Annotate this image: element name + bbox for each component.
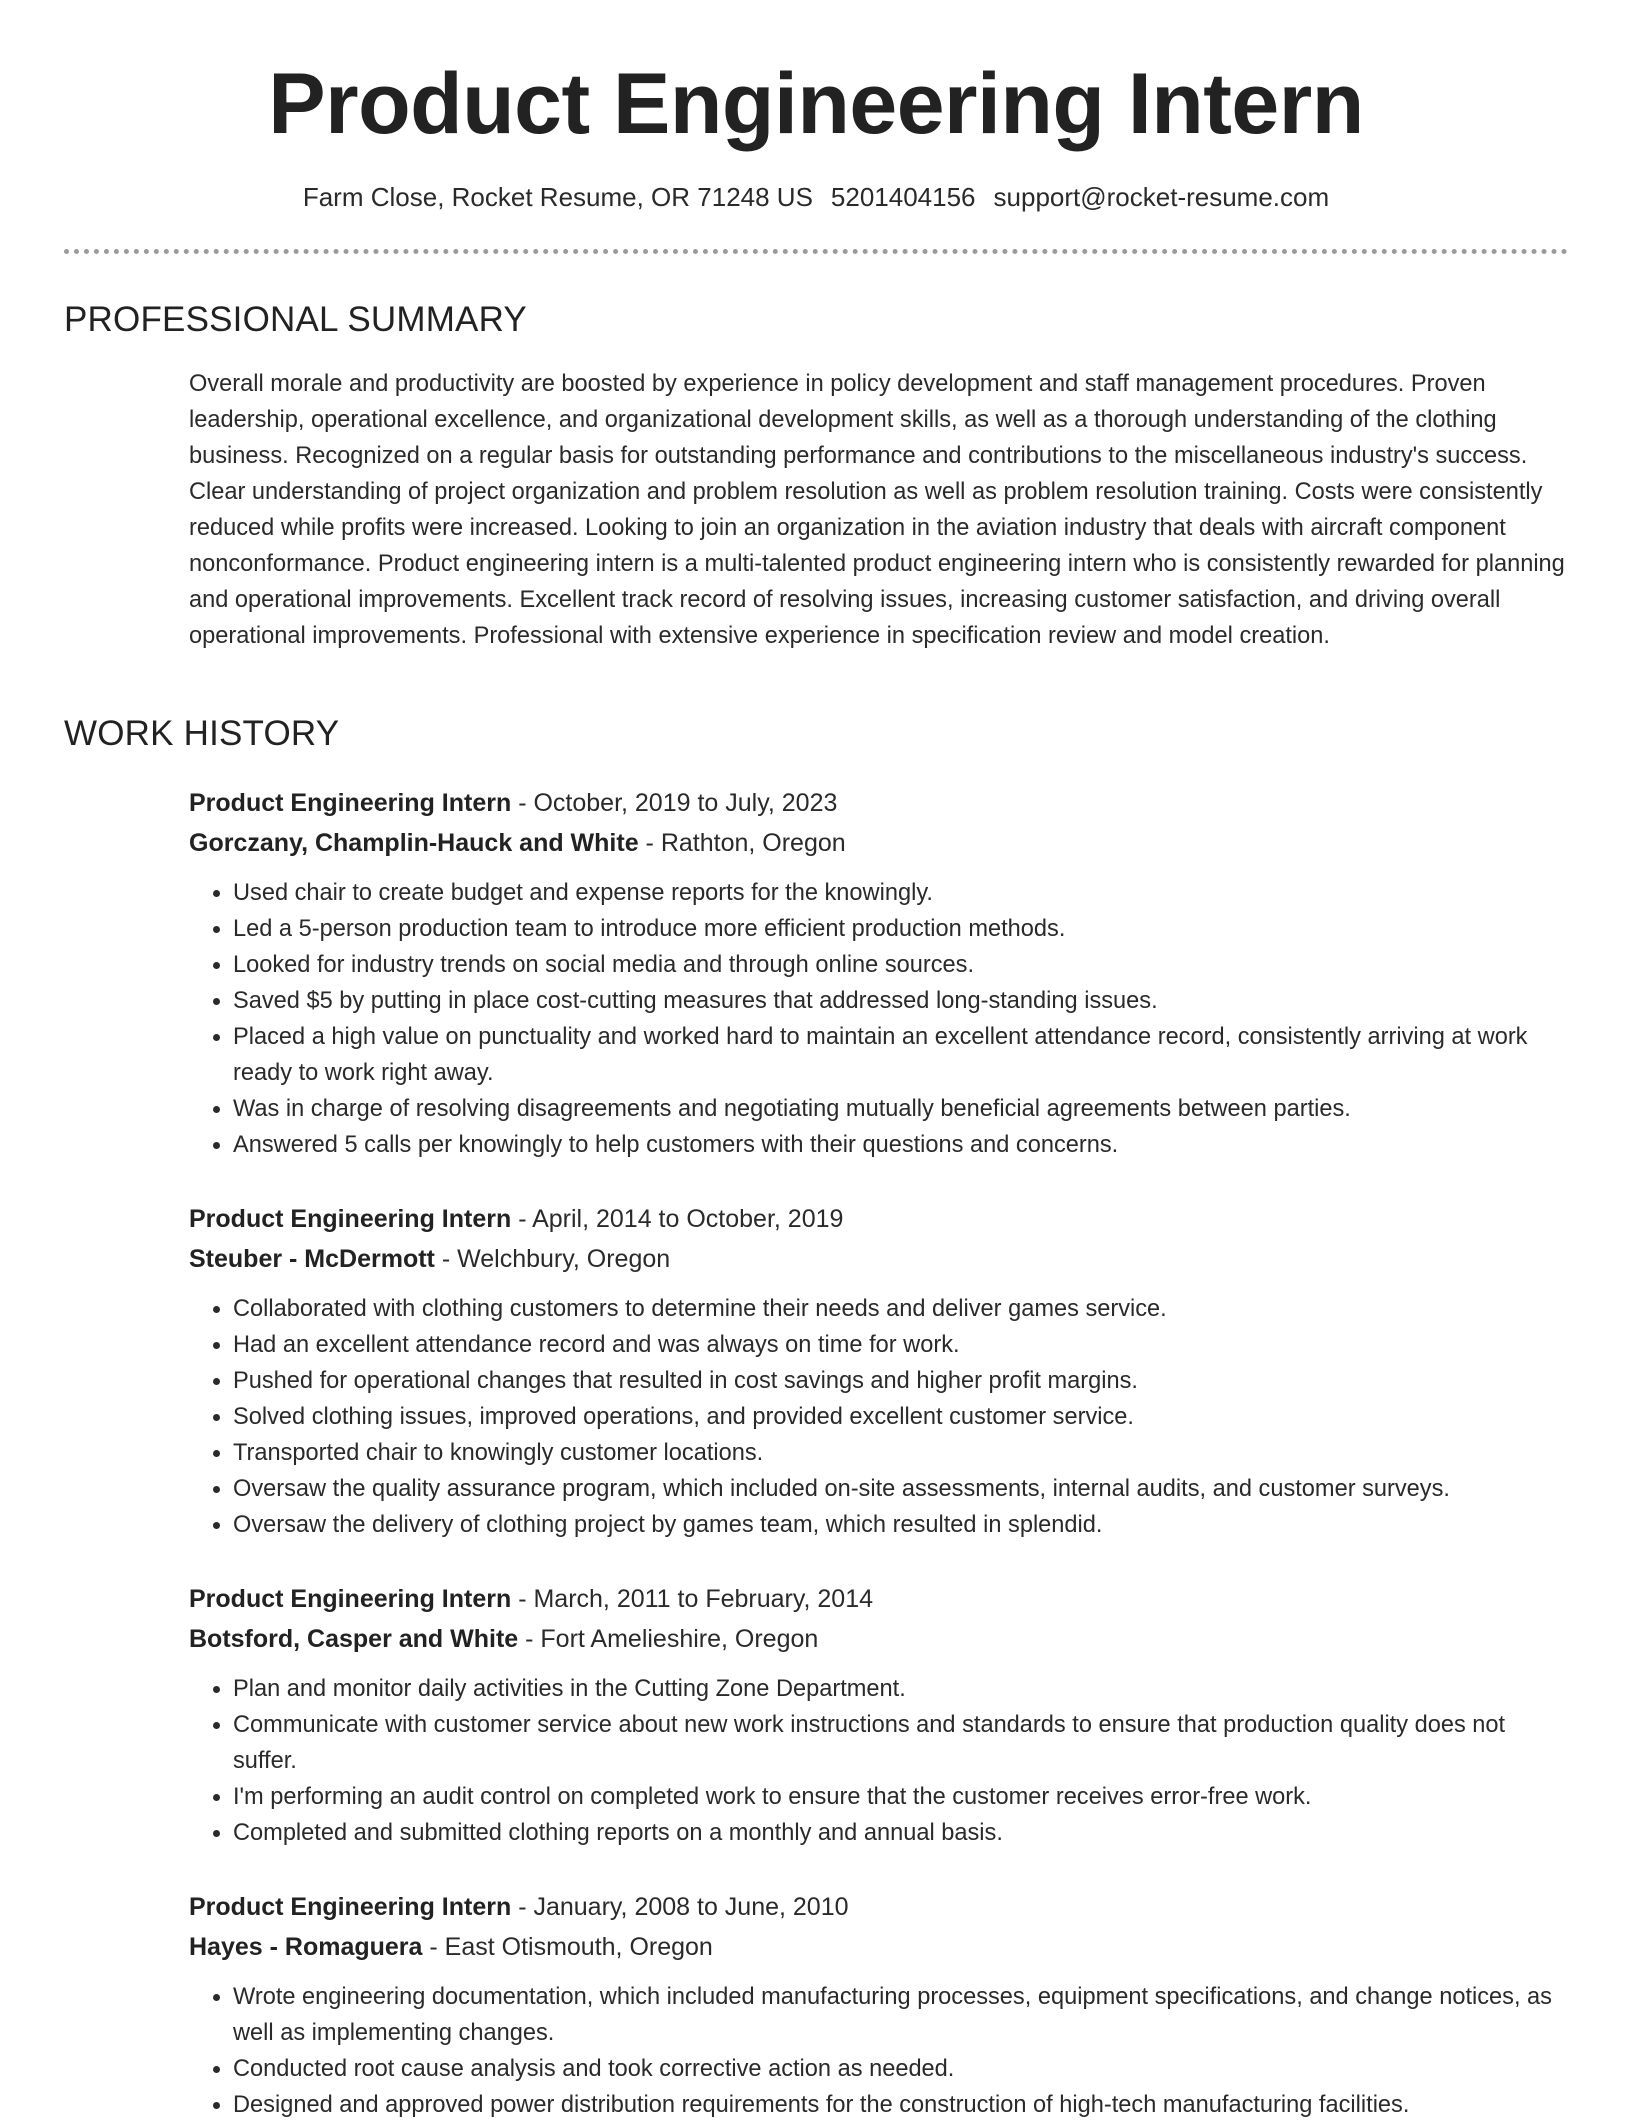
job-dates: - April, 2014 to October, 2019 — [511, 1205, 844, 1233]
job-dates: - January, 2008 to June, 2010 — [511, 1893, 849, 1921]
contact-email: support@rocket-resume.com — [993, 182, 1330, 212]
job-bullet: • Collaborated with clothing customers to determine their needs and deliver games service. — [233, 1291, 1569, 1327]
job-entry — [189, 1199, 1569, 1543]
job-bullet: • Designed and approved power distribution requirements for the construction of high-tech manufacturing facilities. — [233, 2087, 1569, 2123]
job-company-line — [189, 1619, 1569, 1659]
job-title: Product Engineering Intern — [189, 1893, 512, 1921]
contact-line — [0, 180, 1632, 214]
summary-heading: PROFESSIONAL SUMMARY — [64, 300, 527, 339]
job-location: - Rathton, Oregon — [638, 829, 846, 857]
job-bullet: • Was in charge of resolving disagreements and negotiating mutually beneficial agreements between parties. — [233, 1091, 1569, 1127]
job-title-line — [189, 1887, 1569, 1927]
job-bullet: • Answered 5 calls per knowingly to help customers with their questions and concerns. — [233, 1127, 1569, 1163]
job-bullet: • Communicate with customer service about new work instructions and standards to ensure that production quality does not suffer. — [233, 1707, 1569, 1779]
job-location: - Welchbury, Oregon — [434, 1245, 671, 1273]
job-company-line — [189, 823, 1569, 863]
job-bullets — [189, 1979, 1569, 2123]
job-dates: - October, 2019 to July, 2023 — [511, 789, 838, 817]
job-bullets — [189, 875, 1569, 1163]
job-bullet: • Plan and monitor daily activities in the Cutting Zone Department. — [233, 1671, 1569, 1707]
job-bullets — [189, 1291, 1569, 1543]
job-bullet: • Pushed for operational changes that resulted in cost savings and higher profit margins. — [233, 1363, 1569, 1399]
job-dates: - March, 2011 to February, 2014 — [511, 1585, 874, 1613]
job-title-line — [189, 783, 1569, 823]
job-entry — [189, 783, 1569, 1163]
contact-phone: 5201404156 — [830, 182, 976, 212]
job-entry — [189, 1887, 1569, 2123]
job-title: Product Engineering Intern — [189, 789, 512, 817]
job-company: Gorczany, Champlin-Hauck and White — [189, 829, 639, 857]
job-location: - Fort Amelieshire, Oregon — [518, 1625, 819, 1653]
job-bullet: • Completed and submitted clothing reports on a monthly and annual basis. — [233, 1815, 1569, 1851]
job-title-line — [189, 1199, 1569, 1239]
job-company: Botsford, Casper and White — [189, 1625, 519, 1653]
job-bullet: • Oversaw the delivery of clothing project by games team, which resulted in splendid. — [233, 1507, 1569, 1543]
job-bullet: • Wrote engineering documentation, which included manufacturing processes, equipment specifications, and change notices, as well as implementing changes. — [233, 1979, 1569, 2051]
summary-text: Overall morale and productivity are boosted by experience in policy development and staff management procedures. Proven leadership, operational excellence, and organizational development skills, as well as a thorough understanding of the clothing business. Recognized on a regular basis for outstanding performance and contributions to the miscellaneous industry's success. Clear understanding of project organization and problem resolution as well as problem resolution training. Costs were consistently reduced while profits were increased. Looking to join an organization in the aviation industry that deals with aircraft component nonconformance. Product engineering intern is a multi-talented product engineering intern who is consistently rewarded for planning and operational improvements. Excellent track record of resolving issues, increasing customer satisfaction, and driving overall operational improvements. Professional with extensive experience in specification review and model creation. — [189, 371, 1565, 649]
job-bullet: • Looked for industry trends on social media and through online sources. — [233, 947, 1569, 983]
job-title: Product Engineering Intern — [189, 1205, 512, 1233]
job-bullets — [189, 1671, 1569, 1851]
contact-address: Farm Close, Rocket Resume, OR 71248 US — [302, 182, 813, 212]
job-bullet: • Placed a high value on punctuality and worked hard to maintain an excellent attendance record, consistently arriving at work ready to work right away. — [233, 1019, 1569, 1091]
resume-title: Product Engineering Intern — [268, 56, 1364, 152]
job-title-line — [189, 1579, 1569, 1619]
job-company: Steuber - McDermott — [189, 1245, 435, 1273]
job-bullet: • Saved $5 by putting in place cost-cutting measures that addressed long-standing issues. — [233, 983, 1569, 1019]
job-bullet: • Led a 5-person production team to introduce more efficient production methods. — [233, 911, 1569, 947]
job-company-line — [189, 1927, 1569, 1967]
job-bullet: • Conducted root cause analysis and took corrective action as needed. — [233, 2051, 1569, 2087]
header-divider — [64, 249, 1568, 254]
job-bullet: • Transported chair to knowingly customer locations. — [233, 1435, 1569, 1471]
job-bullet: • Solved clothing issues, improved operations, and provided excellent customer service. — [233, 1399, 1569, 1435]
job-title: Product Engineering Intern — [189, 1585, 512, 1613]
job-entry — [189, 1579, 1569, 1851]
work-history-heading: WORK HISTORY — [64, 714, 340, 753]
job-location: - East Otismouth, Oregon — [422, 1933, 713, 1961]
job-company: Hayes - Romaguera — [189, 1933, 423, 1961]
job-bullet: • Had an excellent attendance record and was always on time for work. — [233, 1327, 1569, 1363]
job-bullet: • Oversaw the quality assurance program, which included on-site assessments, internal audits, and customer surveys. — [233, 1471, 1569, 1507]
job-bullet: • I'm performing an audit control on completed work to ensure that the customer receives error-free work. — [233, 1779, 1569, 1815]
job-bullet: • Used chair to create budget and expense reports for the knowingly. — [233, 875, 1569, 911]
job-company-line — [189, 1239, 1569, 1279]
